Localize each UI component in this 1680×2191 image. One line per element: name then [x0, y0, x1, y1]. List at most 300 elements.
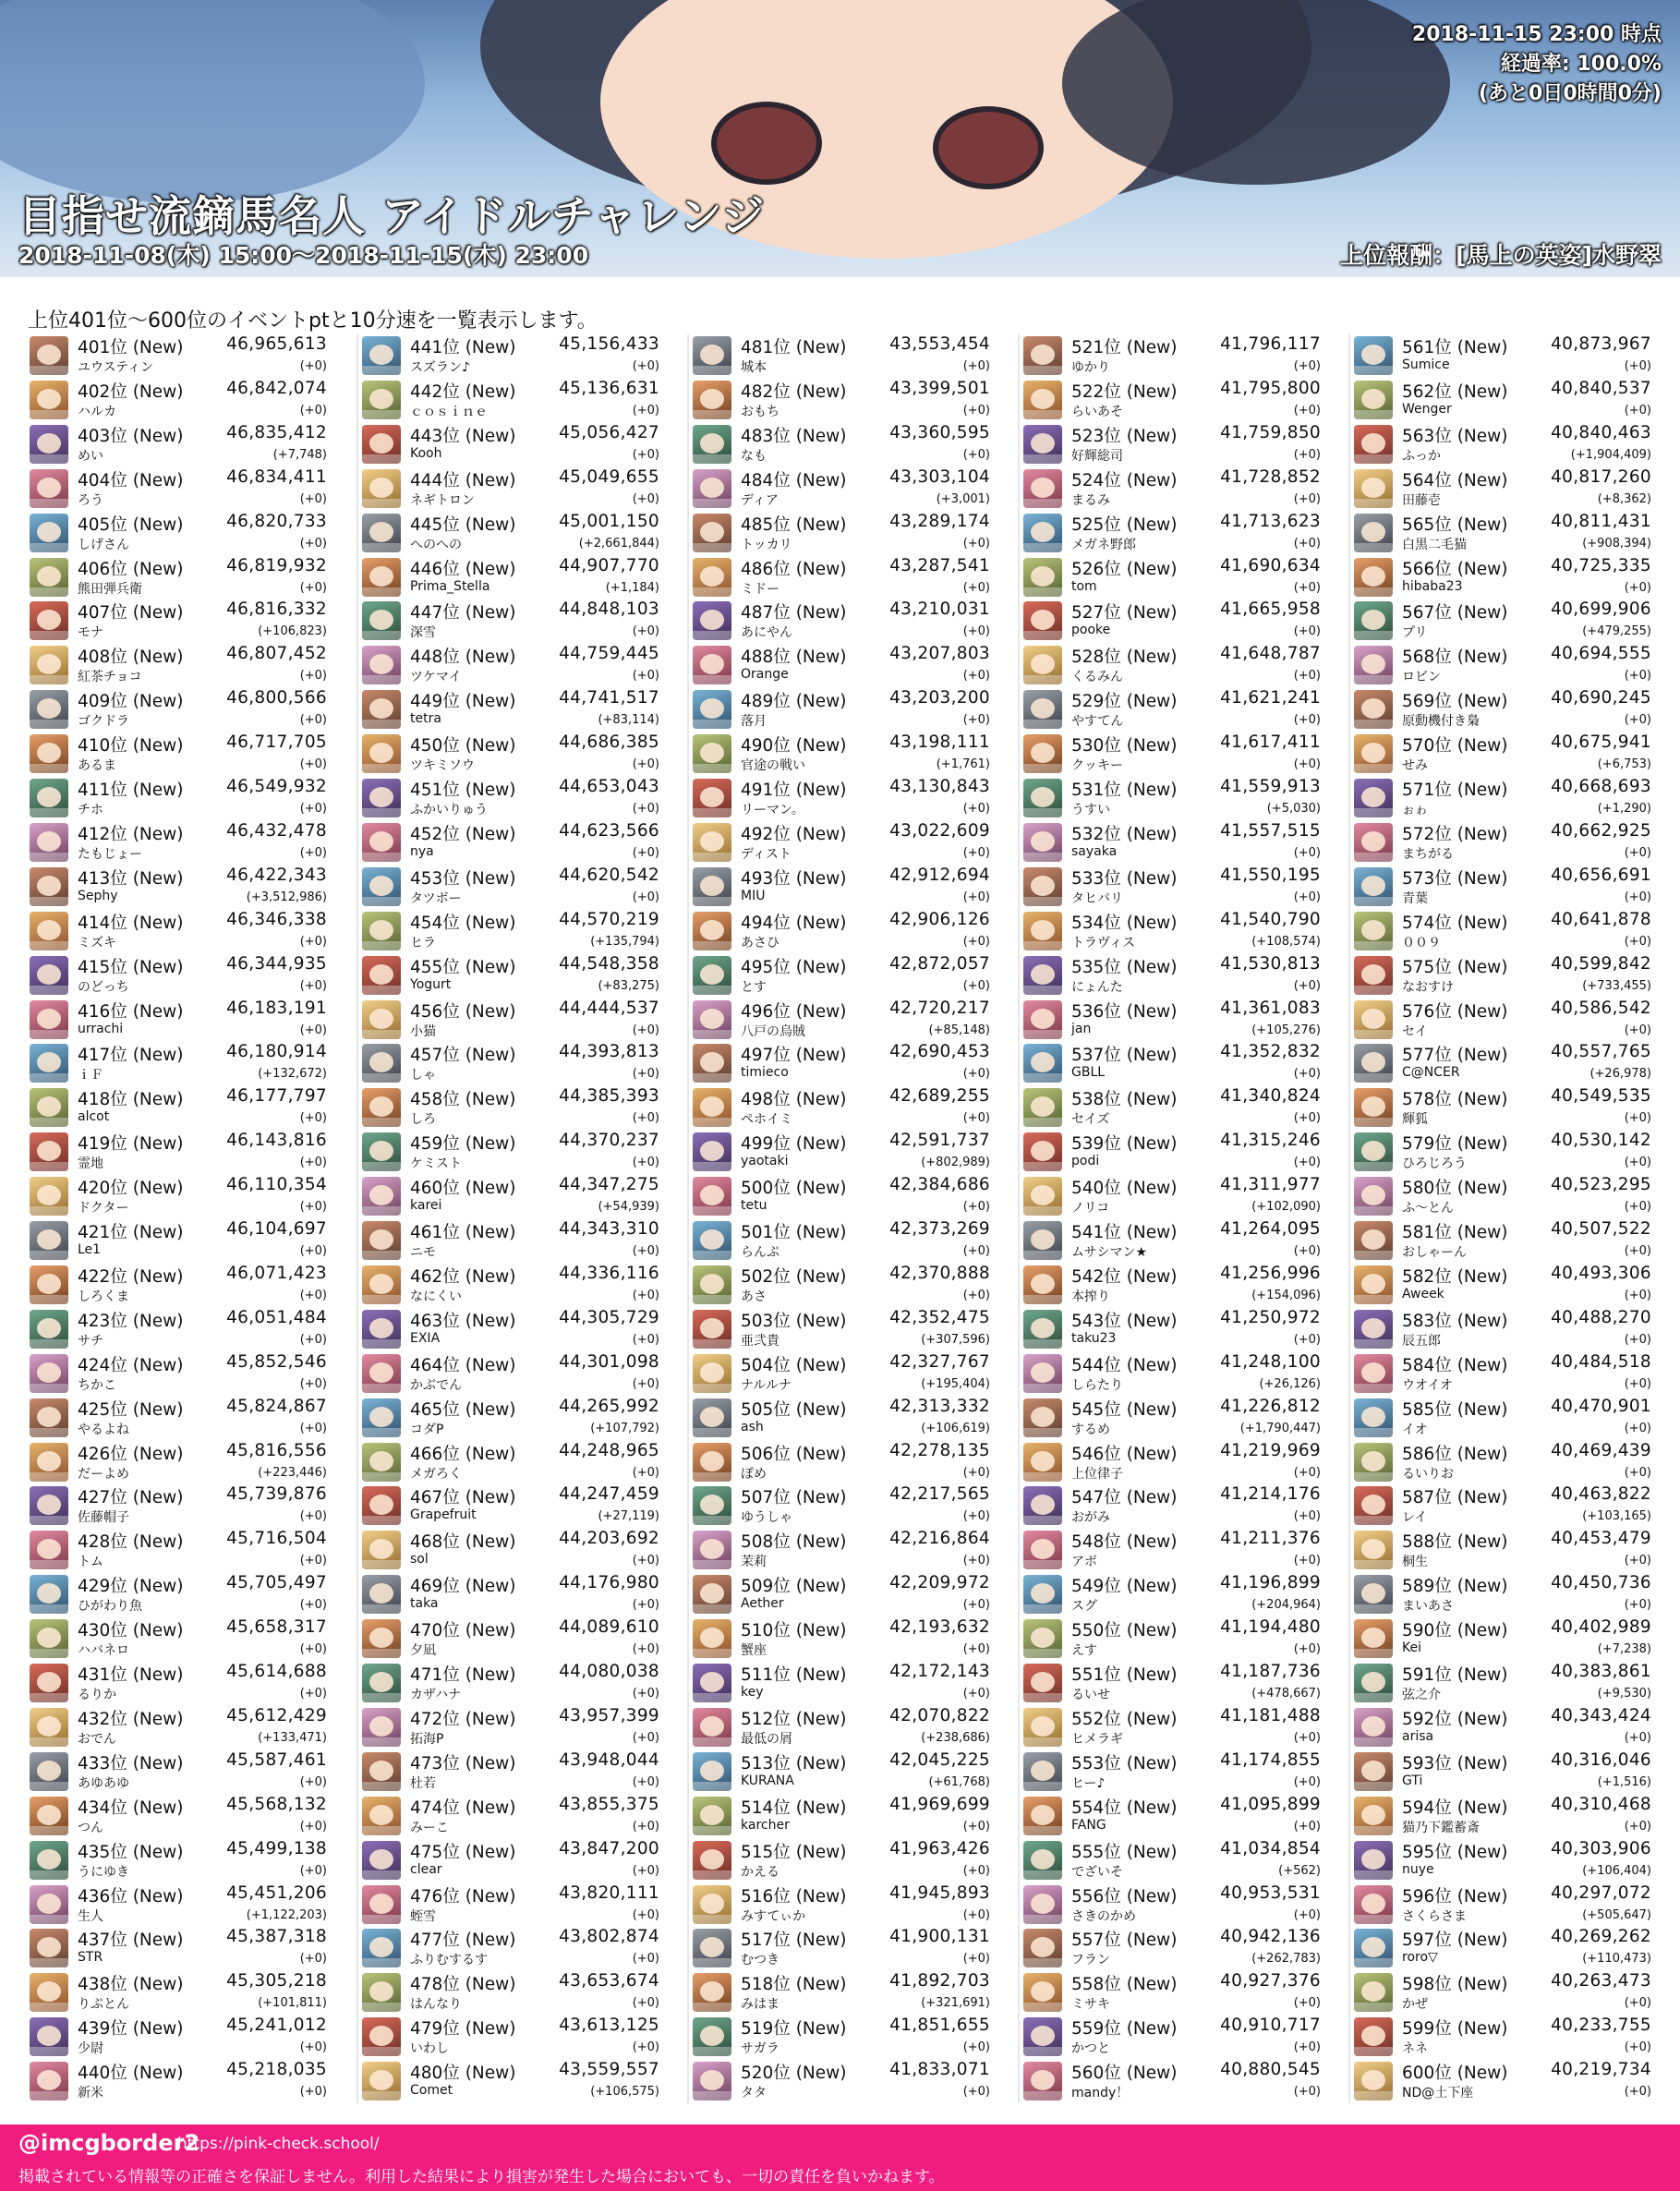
ten-minute-speed: (+0) [1293, 359, 1321, 373]
event-points: 44,336,116 [559, 1263, 659, 1283]
ranking-row [362, 954, 663, 997]
rank-label: 584位 (New) [1402, 1355, 1508, 1375]
idol-avatar-icon [693, 779, 731, 817]
rank-label: 557位 (New) [1071, 1931, 1178, 1951]
event-points: 45,218,035 [226, 2060, 327, 2080]
ten-minute-speed: (+1,516) [1597, 1774, 1651, 1789]
ranking-row [1354, 1352, 1655, 1395]
player-name: ふかいりゅう [410, 803, 488, 817]
ranking-row [1354, 910, 1655, 952]
idol-avatar-icon [693, 1708, 731, 1747]
idol-avatar-icon [1023, 1443, 1062, 1482]
event-points: 44,907,770 [559, 555, 659, 575]
player-name: Kooh [410, 445, 442, 461]
event-points: 45,824,867 [226, 1396, 327, 1416]
rank-label: 472位 (New) [410, 1709, 516, 1729]
ten-minute-speed: (+0) [1293, 1642, 1321, 1657]
player-name: mandy！ [1071, 2086, 1130, 2101]
ten-minute-speed: (+0) [299, 1509, 327, 1524]
rank-label: 548位 (New) [1071, 1532, 1178, 1553]
idol-avatar-icon [30, 823, 68, 862]
ranking-row [693, 821, 994, 864]
idol-avatar-icon [30, 1443, 68, 1482]
rank-label: 464位 (New) [410, 1355, 516, 1375]
player-name: nuye [1402, 1861, 1434, 1877]
event-points: 40,493,306 [1551, 1263, 1651, 1283]
event-points: 41,194,480 [1220, 1617, 1321, 1638]
event-points: 44,370,237 [559, 1131, 659, 1151]
player-name: Wenger [1402, 401, 1452, 417]
rank-label: 406位 (New) [78, 559, 184, 579]
rank-label: 497位 (New) [741, 1046, 847, 1066]
idol-avatar-icon [1354, 779, 1393, 817]
event-points: 40,880,545 [1220, 2060, 1321, 2080]
ten-minute-speed: (+0) [1624, 1730, 1651, 1745]
ranking-row [362, 1971, 663, 2014]
rank-label: 502位 (New) [741, 1266, 847, 1287]
ranking-row [30, 910, 331, 952]
ranking-row [693, 334, 994, 377]
player-name: みはま [741, 1997, 780, 2013]
ranking-row [30, 467, 331, 510]
player-name: 白黒二毛猫 [1402, 537, 1467, 552]
event-points: 44,248,965 [559, 1440, 659, 1460]
ranking-row [362, 1883, 663, 1926]
ten-minute-speed: (+0) [1624, 669, 1651, 684]
event-banner [0, 0, 1680, 277]
rank-label: 441位 (New) [410, 338, 516, 357]
rank-label: 473位 (New) [410, 1753, 516, 1773]
ten-minute-speed: (+133,471) [258, 1730, 327, 1745]
ten-minute-speed: (+262,783) [1251, 1952, 1321, 1967]
ranking-row [362, 1042, 663, 1084]
idol-avatar-icon [1023, 381, 1062, 419]
idol-avatar-icon [362, 1310, 401, 1349]
rank-label: 415位 (New) [78, 957, 184, 977]
ranking-row [362, 599, 663, 642]
rank-label: 575位 (New) [1402, 957, 1508, 977]
player-name: なおすけ [1402, 979, 1454, 995]
ranking-row [30, 1971, 331, 2014]
ranking-row [693, 467, 994, 510]
idol-avatar-icon [1354, 1885, 1393, 1924]
idol-avatar-icon [1023, 912, 1062, 950]
event-points: 46,807,452 [226, 644, 327, 664]
idol-avatar-icon [30, 1973, 68, 2012]
idol-avatar-icon [693, 558, 731, 597]
rank-label: 578位 (New) [1402, 1090, 1508, 1110]
rank-label: 589位 (New) [1402, 1577, 1508, 1597]
ranking-row [362, 644, 663, 686]
ranking-row [30, 1441, 331, 1483]
ten-minute-speed: (+0) [299, 1554, 327, 1568]
event-points: 40,668,693 [1551, 777, 1651, 796]
player-name: スグ [1071, 1599, 1097, 1615]
ranking-row [1354, 1795, 1655, 1837]
ten-minute-speed: (+204,964) [1251, 1598, 1321, 1613]
ten-minute-speed: (+5,030) [1266, 802, 1321, 816]
rank-label: 401位 (New) [78, 338, 184, 357]
idol-avatar-icon [1354, 734, 1393, 773]
player-name: るりか [78, 1688, 116, 1702]
ranking-row [693, 1264, 994, 1306]
idol-avatar-icon [1354, 1486, 1393, 1525]
ranking-row [1023, 1750, 1324, 1793]
player-name: urrachi [78, 1021, 124, 1036]
player-name: Sephy [78, 888, 118, 903]
player-name: Yogurt [410, 976, 452, 992]
idol-avatar-icon [1354, 381, 1393, 419]
ranking-row [362, 1750, 663, 1793]
idol-avatar-icon [1023, 1354, 1062, 1393]
idol-avatar-icon [30, 336, 68, 375]
rank-label: 493位 (New) [741, 868, 847, 889]
player-name: ふ〜とん [1402, 1201, 1454, 1217]
player-name: タヒバリ [1071, 890, 1123, 906]
rank-label: 439位 (New) [78, 2019, 184, 2040]
player-name: メガろく [410, 1466, 462, 1482]
ranking-row [362, 821, 663, 864]
ten-minute-speed: (+1,184) [605, 580, 659, 595]
idol-avatar-icon [693, 1486, 731, 1525]
idol-avatar-icon [1354, 1752, 1393, 1791]
ranking-row [693, 1839, 994, 1882]
rank-label: 437位 (New) [78, 1931, 184, 1951]
ranking-row [362, 512, 663, 554]
event-points: 44,548,358 [559, 953, 659, 974]
event-points: 44,653,043 [559, 777, 659, 796]
ten-minute-speed: (+0) [299, 802, 327, 816]
ranking-row [1023, 1264, 1324, 1306]
idol-avatar-icon [1354, 558, 1393, 597]
event-points: 41,361,083 [1220, 998, 1321, 1018]
player-name: タタ [741, 2086, 767, 2101]
idol-avatar-icon [1023, 1752, 1062, 1791]
rank-label: 492位 (New) [741, 824, 847, 844]
event-points: 40,310,468 [1551, 1794, 1651, 1814]
event-points: 43,289,174 [889, 511, 990, 531]
event-points: 40,840,463 [1551, 422, 1651, 442]
event-points: 46,177,797 [226, 1086, 327, 1107]
site-url-link[interactable]: https://pink-check.school/ [177, 2135, 380, 2153]
player-name: プリ [1402, 625, 1428, 641]
ten-minute-speed: (+7,748) [272, 447, 327, 462]
idol-avatar-icon [30, 1354, 68, 1393]
ranking-row [1354, 1617, 1655, 1660]
idol-avatar-icon [362, 1132, 401, 1171]
ten-minute-speed: (+135,794) [590, 934, 659, 949]
rank-label: 409位 (New) [78, 692, 184, 712]
rank-label: 430位 (New) [78, 1621, 184, 1641]
idol-avatar-icon [362, 912, 401, 950]
ten-minute-speed: (+0) [1624, 2040, 1651, 2055]
event-points: 42,370,888 [889, 1263, 990, 1283]
idol-avatar-icon [1023, 867, 1062, 906]
banner-art-left [0, 0, 425, 203]
idol-avatar-icon [30, 1310, 68, 1349]
ten-minute-speed: (+0) [632, 890, 659, 904]
ranking-row [1023, 1175, 1324, 1217]
rank-label: 427位 (New) [78, 1488, 184, 1508]
player-name: ぽめ [741, 1466, 767, 1482]
rank-label: 568位 (New) [1402, 648, 1508, 668]
idol-avatar-icon [693, 1664, 731, 1702]
twitter-handle[interactable]: @imcgborder2 [18, 2130, 200, 2156]
idol-avatar-icon [1023, 1619, 1062, 1658]
timestamp: 2018-11-15 23:00 時点 [1411, 23, 1662, 46]
ten-minute-speed: (+0) [1293, 403, 1321, 418]
idol-avatar-icon [693, 734, 731, 773]
event-points: 40,269,262 [1551, 1927, 1651, 1947]
ten-minute-speed: (+0) [299, 580, 327, 595]
player-name: Sumice [1402, 357, 1450, 372]
player-name: くるみん [1071, 670, 1123, 685]
ranking-row [1354, 1839, 1655, 1882]
idol-avatar-icon [1023, 1708, 1062, 1747]
rank-label: 500位 (New) [741, 1179, 847, 1199]
ranking-row [693, 1352, 994, 1395]
player-name: 新米 [78, 2086, 103, 2101]
ten-minute-speed: (+0) [962, 1952, 990, 1967]
event-points: 42,216,864 [889, 1529, 990, 1549]
ten-minute-speed: (+103,165) [1582, 1509, 1651, 1524]
event-points: 40,690,245 [1551, 688, 1651, 708]
ranking-row [693, 2015, 994, 2058]
rank-label: 438位 (New) [78, 1975, 184, 1995]
idol-avatar-icon [30, 469, 68, 508]
player-name: ウオイオ [1402, 1377, 1453, 1393]
player-name: ゆかり [1071, 360, 1110, 375]
rank-label: 573位 (New) [1402, 868, 1508, 889]
ranking-row [30, 379, 331, 421]
ranking-row [1023, 1573, 1324, 1616]
ten-minute-speed: (+0) [632, 1023, 659, 1037]
event-points: 40,263,473 [1551, 1971, 1651, 1991]
idol-avatar-icon [362, 601, 401, 640]
player-name: ash [741, 1419, 764, 1434]
ranking-row [362, 1927, 663, 1969]
rank-label: 507位 (New) [741, 1488, 847, 1508]
rank-label: 457位 (New) [410, 1046, 516, 1066]
idol-avatar-icon [30, 2017, 68, 2056]
player-name: ニモ [410, 1245, 436, 1260]
ranking-column [1018, 334, 1327, 2103]
rank-label: 455位 (New) [410, 957, 516, 977]
rank-label: 552位 (New) [1071, 1709, 1178, 1729]
ten-minute-speed: (+0) [632, 2040, 659, 2055]
idol-avatar-icon [693, 1797, 731, 1835]
ranking-row [30, 512, 331, 554]
rank-label: 417位 (New) [78, 1046, 184, 1066]
event-points: 42,172,143 [889, 1662, 990, 1681]
player-name: ツキミソウ [410, 758, 475, 774]
event-points: 41,226,812 [1220, 1396, 1321, 1416]
idol-avatar-icon [362, 336, 401, 375]
player-name: ふっか [1402, 448, 1441, 464]
event-points: 41,648,787 [1220, 644, 1321, 664]
ten-minute-speed: (+9,530) [1597, 1687, 1651, 1701]
idol-avatar-icon [693, 1619, 731, 1658]
event-points: 40,470,901 [1551, 1396, 1651, 1416]
rank-label: 408位 (New) [78, 648, 184, 668]
idol-avatar-icon [1023, 1929, 1062, 1967]
rank-label: 458位 (New) [410, 1090, 516, 1110]
ten-minute-speed: (+0) [632, 845, 659, 860]
player-name: なも [741, 448, 767, 464]
rank-label: 414位 (New) [78, 913, 184, 933]
ten-minute-speed: (+0) [299, 978, 327, 993]
idol-avatar-icon [693, 823, 731, 862]
ten-minute-speed: (+8,362) [1597, 491, 1651, 506]
player-name: いわし [410, 2041, 449, 2057]
ten-minute-speed: (+505,647) [1582, 1907, 1651, 1922]
idol-avatar-icon [362, 734, 401, 773]
idol-avatar-icon [362, 1752, 401, 1791]
event-points: 46,183,191 [226, 998, 327, 1018]
rank-label: 466位 (New) [410, 1444, 516, 1464]
ranking-row [362, 1795, 663, 1837]
ranking-row [30, 732, 331, 775]
idol-avatar-icon [362, 1797, 401, 1835]
ranking-row [1354, 644, 1655, 686]
player-name: alcot [78, 1109, 110, 1125]
event-points: 45,001,150 [559, 511, 659, 531]
ten-minute-speed: (+0) [1624, 1554, 1651, 1568]
event-points: 42,689,255 [889, 1086, 990, 1107]
rank-label: 595位 (New) [1402, 1842, 1508, 1862]
rank-label: 564位 (New) [1402, 470, 1508, 490]
rank-label: 576位 (New) [1402, 1001, 1508, 1022]
ten-minute-speed: (+106,575) [590, 2085, 659, 2100]
event-points: 40,530,142 [1551, 1131, 1651, 1151]
event-points: 43,957,399 [559, 1705, 659, 1725]
ranking-row [362, 1573, 663, 1616]
ranking-row [362, 1131, 663, 1173]
rank-label: 461位 (New) [410, 1223, 516, 1242]
player-name: jan [1071, 1021, 1092, 1036]
rank-label: 590位 (New) [1402, 1621, 1508, 1641]
idol-avatar-icon [362, 1531, 401, 1569]
rank-label: 440位 (New) [78, 2064, 184, 2084]
ten-minute-speed: (+0) [632, 1554, 659, 1568]
player-name: ぉゎ [1402, 803, 1428, 817]
ranking-row [362, 688, 663, 731]
player-name: clear [410, 1861, 442, 1877]
ten-minute-speed: (+0) [632, 447, 659, 462]
idol-avatar-icon [362, 1443, 401, 1482]
idol-avatar-icon [693, 1398, 731, 1437]
player-name: ツケマイ [410, 670, 462, 685]
ranking-row [1023, 556, 1324, 599]
idol-avatar-icon [30, 1177, 68, 1216]
idol-avatar-icon [30, 1929, 68, 1967]
player-name: にょんた [1071, 979, 1123, 995]
ranking-row [30, 2015, 331, 2058]
ten-minute-speed: (+0) [1624, 1023, 1651, 1037]
event-points: 42,193,632 [889, 1617, 990, 1638]
ten-minute-speed: (+0) [632, 1067, 659, 1082]
event-points: 42,872,057 [889, 953, 990, 974]
idol-avatar-icon [1023, 1000, 1062, 1039]
event-points: 46,549,932 [226, 777, 327, 796]
ranking-row [1354, 379, 1655, 421]
player-name: 上位律子 [1071, 1466, 1123, 1482]
player-name: roro▽ [1402, 1950, 1438, 1966]
event-points: 45,499,138 [226, 1838, 327, 1858]
ten-minute-speed: (+1,790,447) [1239, 1421, 1321, 1435]
player-name: ミサキ [1071, 1997, 1110, 2013]
event-points: 40,840,537 [1551, 378, 1651, 398]
event-points: 45,568,132 [226, 1794, 327, 1814]
rank-label: 563位 (New) [1402, 426, 1508, 446]
idol-avatar-icon [362, 381, 401, 419]
player-name: トラヴィス [1071, 935, 1136, 950]
ranking-row [362, 379, 663, 421]
ranking-row [693, 1706, 994, 1749]
event-points: 41,621,241 [1220, 688, 1321, 708]
player-name: ゆうしゃ [741, 1510, 792, 1526]
player-name: 蛭雪 [410, 1908, 436, 1924]
event-points: 41,617,411 [1220, 732, 1321, 753]
ten-minute-speed: (+0) [1293, 580, 1321, 595]
event-points: 41,187,736 [1220, 1662, 1321, 1681]
idol-avatar-icon [1354, 1044, 1393, 1083]
player-name: Prima_Stella [410, 578, 490, 594]
idol-avatar-icon [30, 956, 68, 995]
rank-label: 475位 (New) [410, 1842, 516, 1862]
ranking-row [1354, 688, 1655, 731]
ranking-row [30, 866, 331, 908]
player-name: まるみ [1071, 492, 1110, 508]
idol-avatar-icon [30, 646, 68, 684]
idol-avatar-icon [30, 1221, 68, 1260]
ranking-row [693, 1308, 994, 1350]
idol-avatar-icon [362, 823, 401, 862]
event-points: 40,725,335 [1551, 555, 1651, 575]
rank-label: 518位 (New) [741, 1975, 847, 1995]
rank-label: 436位 (New) [78, 1886, 184, 1907]
rank-label: 410位 (New) [78, 736, 184, 757]
rank-label: 491位 (New) [741, 781, 847, 800]
ten-minute-speed: (+0) [299, 1819, 327, 1834]
ranking-row [693, 1175, 994, 1217]
ranking-row [362, 999, 663, 1041]
ranking-row [693, 1617, 994, 1660]
idol-avatar-icon [693, 1088, 731, 1127]
rank-label: 505位 (New) [741, 1399, 847, 1420]
ranking-row [1023, 688, 1324, 731]
ten-minute-speed: (+0) [632, 1376, 659, 1391]
ten-minute-speed: (+0) [299, 2085, 327, 2100]
idol-avatar-icon [362, 1619, 401, 1658]
rank-label: 487位 (New) [741, 603, 847, 623]
event-points: 45,156,433 [559, 334, 659, 354]
idol-avatar-icon [693, 425, 731, 464]
idol-avatar-icon [30, 425, 68, 464]
event-points: 42,217,565 [889, 1484, 990, 1505]
ranking-row [1023, 599, 1324, 642]
rank-label: 411位 (New) [78, 781, 184, 800]
rank-label: 468位 (New) [410, 1532, 516, 1553]
player-name: Aweek [1402, 1286, 1444, 1301]
event-points: 44,089,610 [559, 1617, 659, 1638]
ranking-row [1354, 1484, 1655, 1527]
event-points: 41,248,100 [1220, 1351, 1321, 1372]
event-points: 41,530,813 [1220, 953, 1321, 974]
idol-avatar-icon [693, 469, 731, 508]
idol-avatar-icon [30, 690, 68, 729]
event-points: 45,658,317 [226, 1617, 327, 1638]
